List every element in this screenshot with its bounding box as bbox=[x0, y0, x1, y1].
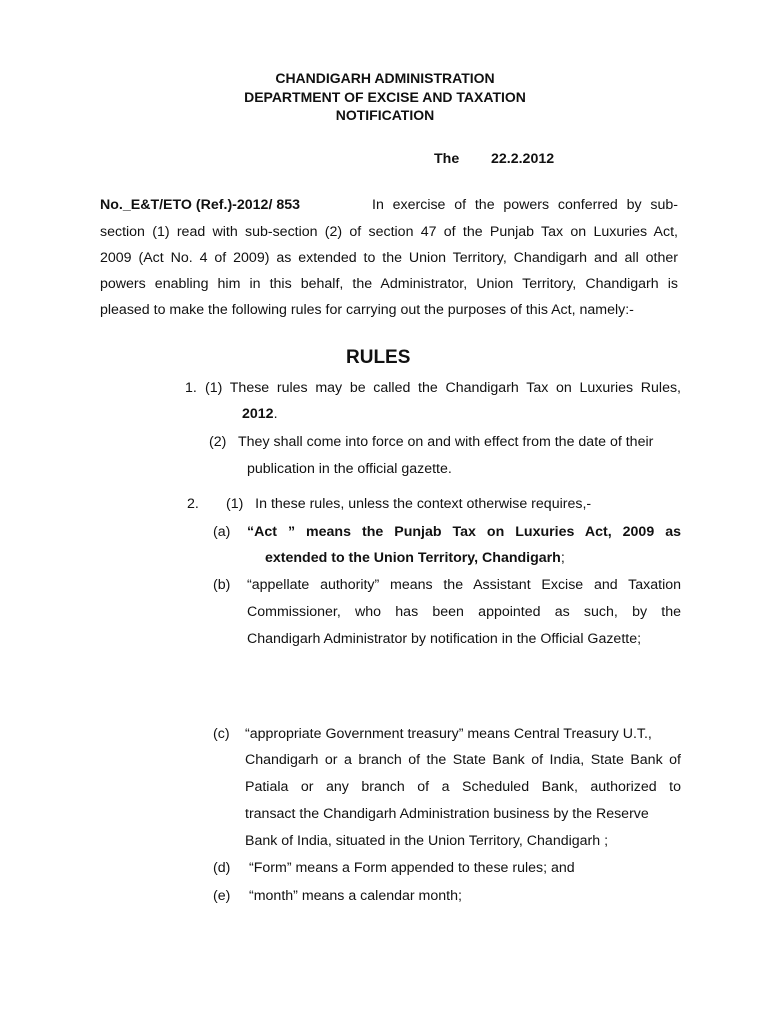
clause-c-line: Patiala or any branch of a Scheduled Bank, authorized to bbox=[245, 779, 681, 795]
notification-number: No._E&T/ETO (Ref.)-2012/ 853 bbox=[100, 197, 301, 213]
clause-mark-e: (e) bbox=[213, 888, 231, 904]
preamble-line: section (1) read with sub-section (2) of section 47 of the Punjab Tax on Luxuries Act, bbox=[100, 224, 678, 240]
header-department: DEPARTMENT OF EXCISE AND TAXATION bbox=[244, 89, 526, 105]
rule1-sub2-mark: (2) bbox=[209, 434, 227, 450]
clause-a-line: extended to the Union Territory, Chandigarh bbox=[265, 550, 561, 566]
preamble-line: pleased to make the following rules for carrying out the purposes of this Act, namely:- bbox=[100, 302, 634, 318]
rule-number: 1. bbox=[185, 380, 197, 396]
clause-c-line: transact the Chandigarh Administration business by the Reserve bbox=[245, 806, 649, 822]
clause-mark-c: (c) bbox=[213, 726, 230, 742]
rule1-sub2-line: They shall come into force on and with effect from the date of their bbox=[238, 434, 654, 450]
clause-c-line: Chandigarh or a branch of the State Bank of India, State Bank of bbox=[245, 752, 681, 768]
rule1-period: . bbox=[273, 406, 278, 422]
clause-c-line: Bank of India, situated in the Union Territory, Chandigarh ; bbox=[245, 833, 609, 849]
clause-b-line: “appellate authority” means the Assistant Excise and Taxation bbox=[247, 577, 681, 593]
rule2-intro: (1) In these rules, unless the context otherwise requires,- bbox=[226, 496, 592, 512]
preamble-line: 2009 (Act No. 4 of 2009) as extended to the Union Territory, Chandigarh and all other bbox=[100, 250, 678, 266]
rule1-sub1-line: (1) These rules may be called the Chandigarh Tax on Luxuries Rules, bbox=[205, 380, 681, 396]
clause-b-line: Commissioner, who has been appointed as such, by the bbox=[247, 604, 681, 620]
clause-a-continuation bbox=[265, 550, 565, 566]
date-prefix: The bbox=[434, 151, 460, 167]
clause-a-line: “Act ” means the Punjab Tax on Luxuries Act, 2009 as bbox=[247, 524, 681, 540]
clause-b-line: Chandigarh Administrator by notification in the Official Gazette; bbox=[247, 631, 642, 647]
date-value: 22.2.2012 bbox=[491, 151, 555, 167]
rules-heading: RULES bbox=[346, 347, 411, 368]
clause-mark-b: (b) bbox=[213, 577, 231, 593]
preamble-line: powers enabling him in this behalf, the Administrator, Union Territory, Chandigarh is bbox=[100, 276, 678, 292]
header-notification: NOTIFICATION bbox=[335, 107, 435, 123]
clause-mark-a: (a) bbox=[213, 524, 231, 540]
rule-number: 2. bbox=[187, 496, 199, 512]
rule1-sub1-continuation bbox=[242, 406, 278, 422]
rule1-year: 2012 bbox=[242, 406, 274, 422]
rule1-sub2-line: publication in the official gazette. bbox=[247, 461, 452, 477]
clause-c-line: “appropriate Government treasury” means Central Treasury U.T., bbox=[245, 726, 652, 742]
clause-d-text: “Form” means a Form appended to these rules; and bbox=[249, 860, 575, 876]
header-administration: CHANDIGARH ADMINISTRATION bbox=[275, 70, 495, 86]
clause-a-semicolon: ; bbox=[560, 550, 565, 566]
clause-e-text: “month” means a calendar month; bbox=[249, 888, 462, 904]
clause-mark-d: (d) bbox=[213, 860, 231, 876]
preamble-first-line: In exercise of the powers conferred by sub- bbox=[372, 197, 678, 213]
